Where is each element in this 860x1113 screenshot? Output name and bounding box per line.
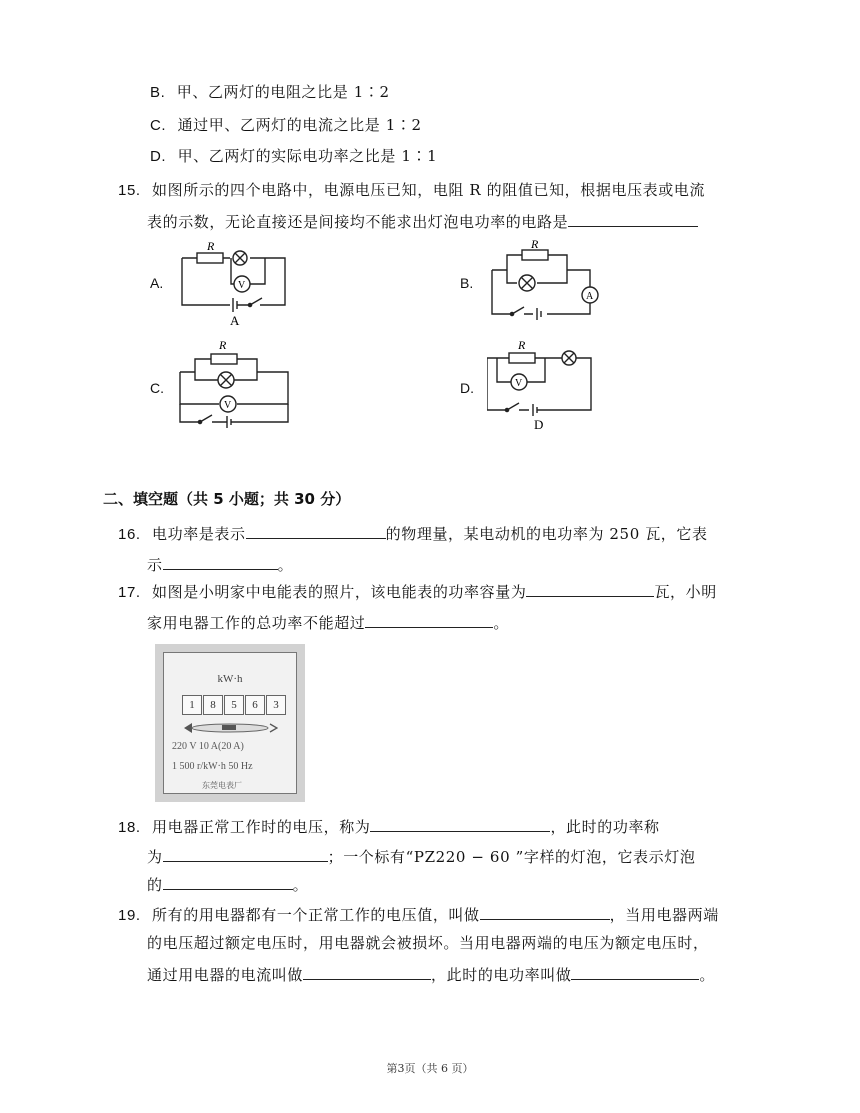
question-17-line1 <box>118 580 717 603</box>
question-text: 。 <box>292 876 309 894</box>
option-text: 通过甲、乙两灯的电流之比是 1∶2 <box>177 116 422 134</box>
question-16-line1 <box>118 522 708 545</box>
option-text: 甲、乙两灯的电阻之比是 1∶2 <box>176 83 390 101</box>
page-footer: 第3页（共 6 页） <box>386 1062 474 1075</box>
question-text: 的 <box>147 876 163 894</box>
question-text: 通过用电器的电流叫做 <box>147 966 304 984</box>
question-text: ，当用电器两端 <box>609 906 719 924</box>
circuit-c-label: C. <box>150 380 164 396</box>
question-15-line2 <box>147 210 698 232</box>
question-text: 如图所示的四个电路中，电源电压已知，电阻 R 的阻值已知，根据电压表或电流 <box>152 181 706 199</box>
answer-blank[interactable] <box>568 210 698 227</box>
resistor-label: R <box>207 239 215 253</box>
question-18-line3 <box>147 873 308 895</box>
meter-symbol: V <box>238 280 246 291</box>
circuit-d-label: D. <box>460 380 474 396</box>
meter-digits <box>182 695 287 715</box>
meter-face <box>163 652 297 794</box>
question-number: 19. <box>118 907 141 924</box>
question-text: 示 <box>147 556 163 574</box>
circuit-caption: D <box>534 417 544 432</box>
question-text: ，此时的功率称 <box>550 818 660 836</box>
question-text: 瓦，小明 <box>654 583 717 601</box>
answer-blank[interactable] <box>571 963 699 980</box>
energy-meter-photo <box>155 644 305 802</box>
question-number: 15. <box>118 182 141 199</box>
question-number: 17. <box>118 584 141 601</box>
meter-symbol: V <box>224 400 232 411</box>
answer-blank[interactable] <box>480 903 610 920</box>
question-text: 家用电器工作的总功率不能超过 <box>147 614 366 632</box>
option-c <box>150 115 422 136</box>
meter-symbol: V <box>515 378 523 389</box>
question-19-line2 <box>147 933 709 953</box>
answer-blank[interactable] <box>163 873 293 890</box>
circuit-b-label: B. <box>460 275 474 291</box>
answer-blank[interactable] <box>526 580 654 597</box>
question-text: 的电压超过额定电压时，用电器就会被损坏。当用电器两端的电压为额定电压时， <box>147 934 709 952</box>
answer-blank[interactable] <box>163 553 278 570</box>
section-title: 二、填空题（共 5 小题；共 30 分） <box>103 490 351 508</box>
option-label: C. <box>150 117 167 134</box>
circuit-a-diagram <box>175 238 295 328</box>
circuit-b-diagram <box>487 240 617 320</box>
question-text: 为 <box>147 848 163 866</box>
question-number: 16. <box>118 526 141 543</box>
question-text: 所有的用电器都有一个正常工作的电压值，叫做 <box>152 906 480 924</box>
meter-disc-icon <box>182 721 278 735</box>
question-text: ；一个标有“PZ220 − 60 ”字样的灯泡，它表示灯泡 <box>327 848 696 866</box>
meter-digit: 3 <box>266 695 286 715</box>
question-19-line1 <box>118 903 719 926</box>
option-d <box>150 146 437 167</box>
circuit-a-label: A. <box>150 275 164 291</box>
circuit-c-diagram <box>175 337 295 432</box>
resistor-label: R <box>219 338 227 352</box>
question-text: 用电器正常工作时的电压，称为 <box>152 818 371 836</box>
question-text: 表的示数，无论直接还是间接均不能求出灯泡电功率的电路是 <box>147 213 569 231</box>
question-15-line1 <box>118 180 705 201</box>
meter-rating: 220 V 10 A(20 A) <box>172 741 244 752</box>
resistor-label: R <box>518 338 526 352</box>
answer-blank[interactable] <box>303 963 431 980</box>
question-text: 如图是小明家中电能表的照片，该电能表的功率容量为 <box>152 583 527 601</box>
circuit-caption: A <box>230 313 240 328</box>
answer-blank[interactable] <box>365 611 493 628</box>
answer-blank[interactable] <box>370 815 550 832</box>
meter-digit: 8 <box>203 695 223 715</box>
question-text: 。 <box>277 556 294 574</box>
meter-maker: 东莞电表厂 <box>202 781 242 790</box>
circuit-d-diagram <box>487 338 602 433</box>
question-19-line3 <box>147 963 715 985</box>
question-text: 。 <box>699 966 716 984</box>
question-18-line1 <box>118 815 660 838</box>
question-text: 的物理量，某电动机的电功率为 250 瓦，它表 <box>385 525 708 543</box>
question-text: 。 <box>493 614 510 632</box>
option-label: D. <box>150 148 167 165</box>
question-17-line2 <box>147 611 509 633</box>
option-label: B. <box>150 84 166 101</box>
question-number: 18. <box>118 819 141 836</box>
meter-unit: kW·h <box>217 673 243 685</box>
option-text: 甲、乙两灯的实际电功率之比是 1∶1 <box>177 147 438 165</box>
meter-digit: 1 <box>182 695 202 715</box>
option-b <box>150 82 390 103</box>
question-16-line2 <box>147 553 293 575</box>
meter-digit: 6 <box>245 695 265 715</box>
meter-constant: 1 500 r/kW·h 50 Hz <box>172 761 253 772</box>
question-text: 电功率是表示 <box>152 525 246 543</box>
meter-symbol: A <box>586 291 594 302</box>
resistor-label: R <box>531 240 539 251</box>
question-18-line2 <box>147 845 695 867</box>
meter-digit: 5 <box>224 695 244 715</box>
question-text: ，此时的电功率叫做 <box>431 966 572 984</box>
answer-blank[interactable] <box>246 522 386 539</box>
answer-blank[interactable] <box>163 845 328 862</box>
